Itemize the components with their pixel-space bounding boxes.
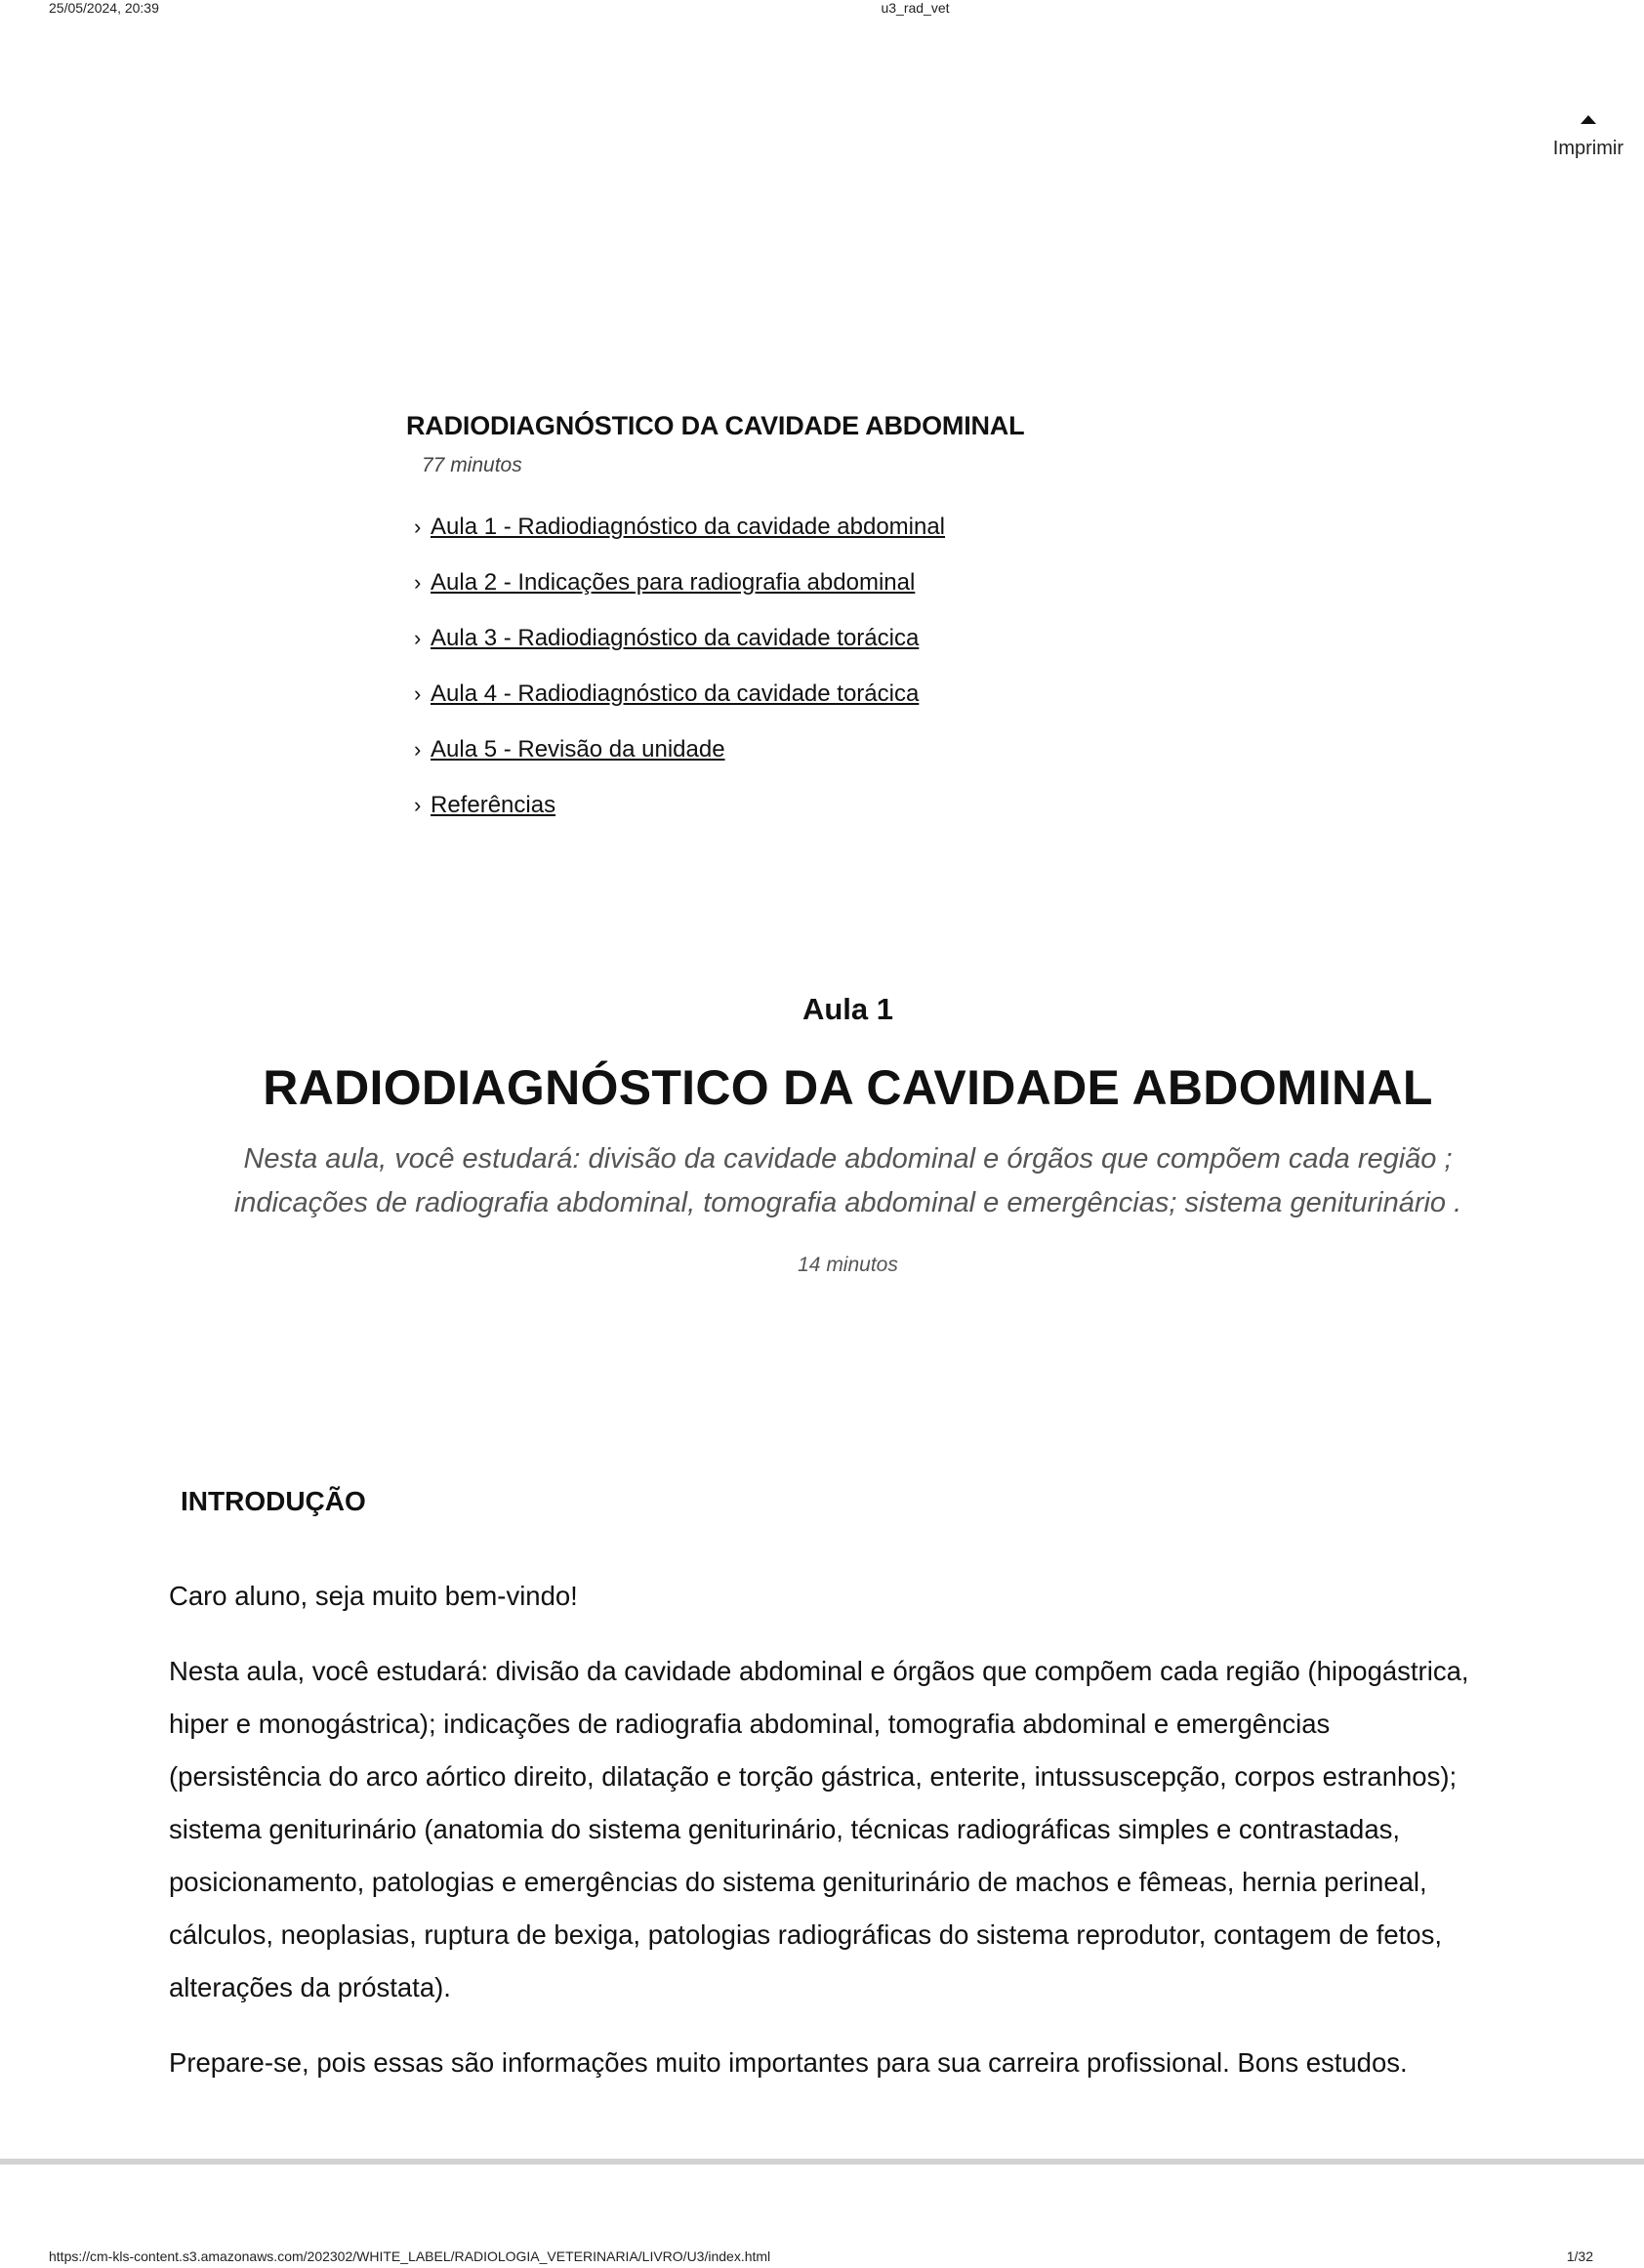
toc-link-aula-3[interactable]: Aula 3 - Radiodiagnóstico da cavidade torácica [431, 625, 920, 651]
chevron-right-icon: › [414, 570, 422, 595]
toc-link-aula-2[interactable]: Aula 2 - Indicações para radiografia abdominal [431, 569, 916, 596]
chevron-right-icon: › [414, 737, 422, 762]
intro-paragraph-closing: Prepare-se, pois essas são informações muito importantes para sua carreira profissional. Bons estudos. [169, 2047, 1408, 2078]
print-footer-page: 1/32 [1566, 2248, 1593, 2264]
lesson-duration: 14 minutos [798, 1254, 898, 1276]
text-line: cálculos, neoplasias, ruptura de bexiga, patologias radiográficas do sistema reprodutor, contagem de fetos, [169, 1919, 1442, 1950]
toc-item [414, 511, 945, 566]
toc-item [414, 566, 945, 622]
chevron-right-icon: › [414, 793, 422, 817]
intro-heading: INTRODUÇÃO [181, 1486, 366, 1516]
text-line: (persistência do arco aórtico direito, dilatação e torção gástrica, enterite, intussuscepção, corpos estranhos); [169, 1761, 1458, 1792]
text-line: sistema geniturinário (anatomia do sistema geniturinário, técnicas radiográficas simples e contrastadas, [169, 1814, 1401, 1844]
toc-item [414, 678, 945, 733]
intro-paragraph-welcome: Caro aluno, seja muito bem-vindo! [169, 1581, 578, 1611]
text-line: Nesta aula, você estudará: divisão da cavidade abdominal e órgãos que compõem cada região (hipogástrica, [169, 1656, 1469, 1686]
toc-list [414, 511, 945, 845]
chevron-right-icon: › [414, 626, 422, 650]
toc-item [414, 789, 945, 845]
print-header-datetime: 25/05/2024, 20:39 [49, 0, 159, 16]
toc-link-referencias[interactable]: Referências [431, 792, 556, 818]
toc-item [414, 733, 945, 789]
text-line: posicionamento, patologias e emergências do sistema geniturinário de machos e fêmeas, hernia perineal, [169, 1867, 1427, 1897]
lesson-subtitle-line: indicações de radiografia abdominal, tomografia abdominal e emergências; sistema geniturinário . [233, 1187, 1462, 1218]
toc-link-aula-1[interactable]: Aula 1 - Radiodiagnóstico da cavidade abdominal [431, 514, 946, 540]
print-header-title: u3_rad_vet [881, 0, 950, 16]
text-line: alterações da próstata). [169, 1972, 451, 2002]
intro-paragraph-topics [169, 1645, 1536, 2014]
toc-title: RADIODIAGNÓSTICO DA CAVIDADE ABDOMINAL [406, 411, 1025, 440]
lesson-subtitle [0, 1137, 1644, 1225]
intro-body [169, 1570, 1536, 2112]
toc-link-aula-5[interactable]: Aula 5 - Revisão da unidade [431, 736, 725, 763]
divider [0, 2159, 1644, 2165]
print-button-label: Imprimir [1552, 138, 1623, 159]
chevron-right-icon: › [414, 515, 422, 539]
lesson-title: RADIODIAGNÓSTICO DA CAVIDADE ABDOMINAL [263, 1060, 1433, 1115]
toc-duration: 77 minutos [422, 454, 522, 476]
toc-item [414, 622, 945, 678]
toc-link-aula-4[interactable]: Aula 4 - Radiodiagnóstico da cavidade torácica [431, 680, 920, 707]
text-line: hiper e monogástrica); indicações de radiografia abdominal, tomografia abdominal e emergências [169, 1709, 1331, 1739]
caret-up-icon [1581, 115, 1596, 124]
print-button[interactable] [1553, 115, 1623, 160]
print-footer-url: https://cm-kls-content.s3.amazonaws.com/202302/WHITE_LABEL/RADIOLOGIA_VETERINARIA/LIVRO/U3/index.html [49, 2248, 771, 2264]
chevron-right-icon: › [414, 681, 422, 706]
lesson-number: Aula 1 [801, 992, 894, 1026]
lesson-subtitle-line: Nesta aula, você estudará: divisão da cavidade abdominal e órgãos que compõem cada região ; [243, 1143, 1453, 1175]
